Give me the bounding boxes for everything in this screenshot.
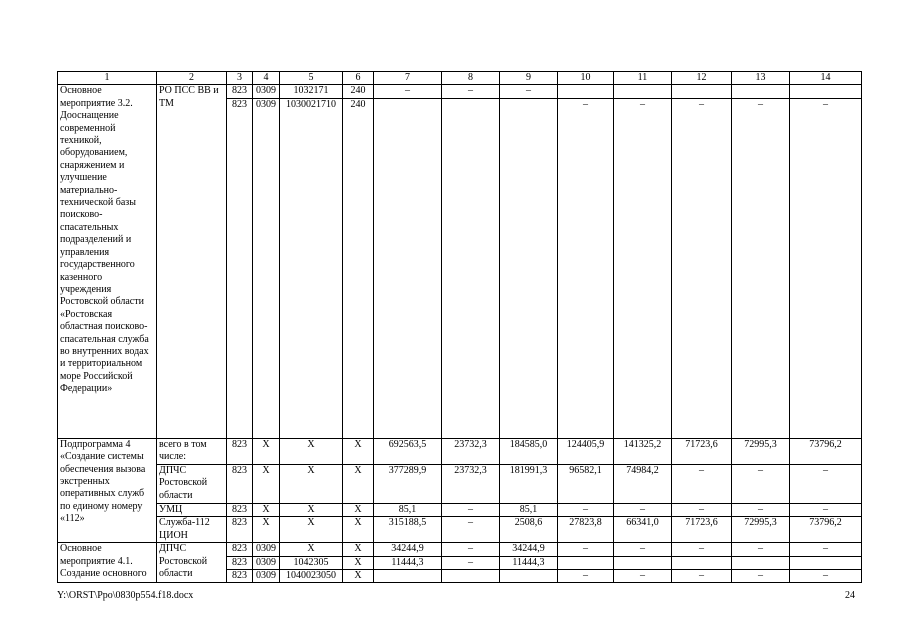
- table-cell: Х: [343, 517, 374, 543]
- header-cell: 5: [280, 72, 343, 85]
- table-cell: –: [732, 570, 790, 583]
- table-cell: Х: [280, 438, 343, 464]
- table-cell: –: [672, 543, 732, 556]
- table-cell: 73796,2: [790, 517, 862, 543]
- table-cell: [558, 85, 614, 98]
- table-cell: –: [442, 517, 500, 543]
- table-cell: 240: [343, 98, 374, 438]
- executor-name: Служба-112 ЦИОН: [157, 517, 227, 543]
- table-row: [58, 517, 862, 543]
- table-cell: 0309: [253, 556, 280, 569]
- table-cell: 823: [227, 517, 253, 543]
- table-cell: –: [790, 503, 862, 516]
- table-cell: 0309: [253, 85, 280, 98]
- table-cell: 240: [343, 85, 374, 98]
- executor-name: всего в том числе:: [157, 438, 227, 464]
- table-cell: 181991,3: [500, 464, 558, 503]
- table-cell: 96582,1: [558, 464, 614, 503]
- footer-page-number: 24: [845, 590, 855, 601]
- table-cell: 66341,0: [614, 517, 672, 543]
- executor-name: РО ПСС ВВ и ТМ: [157, 85, 227, 438]
- table-cell: –: [732, 98, 790, 438]
- table-cell: Х: [253, 517, 280, 543]
- table-cell: [790, 556, 862, 569]
- header-cell: 7: [374, 72, 442, 85]
- table-cell: 377289,9: [374, 464, 442, 503]
- table-cell: 72995,3: [732, 438, 790, 464]
- table-cell: –: [500, 85, 558, 98]
- table-cell: [790, 85, 862, 98]
- table-cell: 85,1: [500, 503, 558, 516]
- table-cell: [500, 98, 558, 438]
- table-cell: –: [732, 503, 790, 516]
- table-cell: –: [790, 570, 862, 583]
- footer-file-path: Y:\ORST\Ppo\0830p554.f18.docx: [57, 590, 194, 601]
- table-cell: Х: [343, 503, 374, 516]
- table-row: [58, 438, 862, 464]
- header-cell: 10: [558, 72, 614, 85]
- executor-name: ДПЧС Ростовской области: [157, 464, 227, 503]
- table-cell: 34244,9: [374, 543, 442, 556]
- table-cell: [442, 570, 500, 583]
- table-row: [58, 503, 862, 516]
- table-row: [58, 85, 862, 98]
- table-cell: –: [442, 556, 500, 569]
- table-body: [58, 72, 862, 583]
- table-cell: –: [442, 543, 500, 556]
- table-cell: –: [614, 543, 672, 556]
- table-cell: –: [790, 464, 862, 503]
- activity-name: Основное мероприятие 4.1. Создание основного: [58, 543, 157, 583]
- table-cell: Х: [343, 570, 374, 583]
- table-cell: Х: [253, 503, 280, 516]
- table-cell: Х: [343, 543, 374, 556]
- table-cell: 23732,3: [442, 464, 500, 503]
- table-cell: Х: [343, 464, 374, 503]
- table-cell: [500, 570, 558, 583]
- table-cell: –: [442, 85, 500, 98]
- header-cell: 3: [227, 72, 253, 85]
- table-cell: 2508,6: [500, 517, 558, 543]
- table-cell: 1042305: [280, 556, 343, 569]
- table-cell: [374, 570, 442, 583]
- table-cell: 823: [227, 438, 253, 464]
- table-cell: 315188,5: [374, 517, 442, 543]
- table-cell: 23732,3: [442, 438, 500, 464]
- table-cell: [672, 85, 732, 98]
- table-cell: Х: [343, 438, 374, 464]
- table-row: [58, 464, 862, 503]
- table-cell: [558, 556, 614, 569]
- table-cell: 71723,6: [672, 517, 732, 543]
- header-cell: 12: [672, 72, 732, 85]
- table-cell: 1032171: [280, 85, 343, 98]
- table-cell: 27823,8: [558, 517, 614, 543]
- table-cell: 74984,2: [614, 464, 672, 503]
- table-cell: 823: [227, 98, 253, 438]
- table-row: [58, 543, 862, 556]
- table-cell: –: [558, 503, 614, 516]
- table-cell: –: [790, 543, 862, 556]
- table-cell: 1040023050: [280, 570, 343, 583]
- table-cell: –: [672, 98, 732, 438]
- table-cell: 73796,2: [790, 438, 862, 464]
- header-cell: 9: [500, 72, 558, 85]
- table-cell: 85,1: [374, 503, 442, 516]
- header-cell: 11: [614, 72, 672, 85]
- table-cell: –: [672, 464, 732, 503]
- table-cell: Х: [280, 503, 343, 516]
- table-cell: [732, 556, 790, 569]
- table-cell: –: [790, 98, 862, 438]
- table-cell: –: [558, 543, 614, 556]
- table-cell: –: [614, 570, 672, 583]
- table-cell: 34244,9: [500, 543, 558, 556]
- table-cell: 11444,3: [500, 556, 558, 569]
- table-cell: –: [732, 543, 790, 556]
- table-cell: Х: [253, 464, 280, 503]
- table-cell: 0309: [253, 543, 280, 556]
- table-cell: 823: [227, 556, 253, 569]
- table-cell: –: [558, 570, 614, 583]
- header-cell: 8: [442, 72, 500, 85]
- table-cell: –: [672, 570, 732, 583]
- executor-name: ДПЧС Ростовской области: [157, 543, 227, 583]
- table-cell: 184585,0: [500, 438, 558, 464]
- table-cell: –: [442, 503, 500, 516]
- header-cell: 1: [58, 72, 157, 85]
- table-cell: [732, 85, 790, 98]
- header-cell: 13: [732, 72, 790, 85]
- table-cell: 823: [227, 570, 253, 583]
- table-cell: [672, 556, 732, 569]
- table-cell: Х: [280, 517, 343, 543]
- table-cell: –: [558, 98, 614, 438]
- table-cell: 1030021710: [280, 98, 343, 438]
- table-cell: 72995,3: [732, 517, 790, 543]
- table-cell: 823: [227, 464, 253, 503]
- table-cell: [614, 85, 672, 98]
- table-cell: 823: [227, 85, 253, 98]
- table-cell: [374, 98, 442, 438]
- table-cell: 124405,9: [558, 438, 614, 464]
- table-cell: –: [614, 503, 672, 516]
- table-cell: 823: [227, 543, 253, 556]
- table-cell: Х: [253, 438, 280, 464]
- header-row: [58, 72, 862, 85]
- activity-name: Подпрограмма 4 «Создание системы обеспечения вызова экстренных оперативных служб по единому номеру «112»: [58, 438, 157, 542]
- table-cell: Х: [280, 543, 343, 556]
- table-cell: –: [732, 464, 790, 503]
- header-cell: 2: [157, 72, 227, 85]
- table-cell: –: [614, 98, 672, 438]
- header-cell: 4: [253, 72, 280, 85]
- table-cell: 0309: [253, 98, 280, 438]
- table-cell: 823: [227, 503, 253, 516]
- table-cell: –: [672, 503, 732, 516]
- header-cell: 14: [790, 72, 862, 85]
- activity-name: Основное мероприятие 3.2. Дооснащение современной техникой, оборудованием, снаряжением и улучшение материально-технической базы поисково-спасательных подразделений и управления государственного казенного учреждения Ростовской области «Ростовская областная поисково-спасательная служба во внутренних водах и территориальном море Российской Федерации»: [58, 85, 157, 438]
- header-cell: 6: [343, 72, 374, 85]
- table-cell: 141325,2: [614, 438, 672, 464]
- budget-table: [57, 71, 862, 583]
- executor-name: УМЦ: [157, 503, 227, 516]
- table-cell: 692563,5: [374, 438, 442, 464]
- table-cell: 0309: [253, 570, 280, 583]
- table-cell: 71723,6: [672, 438, 732, 464]
- table-cell: Х: [343, 556, 374, 569]
- table-cell: [614, 556, 672, 569]
- table-cell: Х: [280, 464, 343, 503]
- table-cell: 11444,3: [374, 556, 442, 569]
- table-cell: –: [374, 85, 442, 98]
- table-cell: [442, 98, 500, 438]
